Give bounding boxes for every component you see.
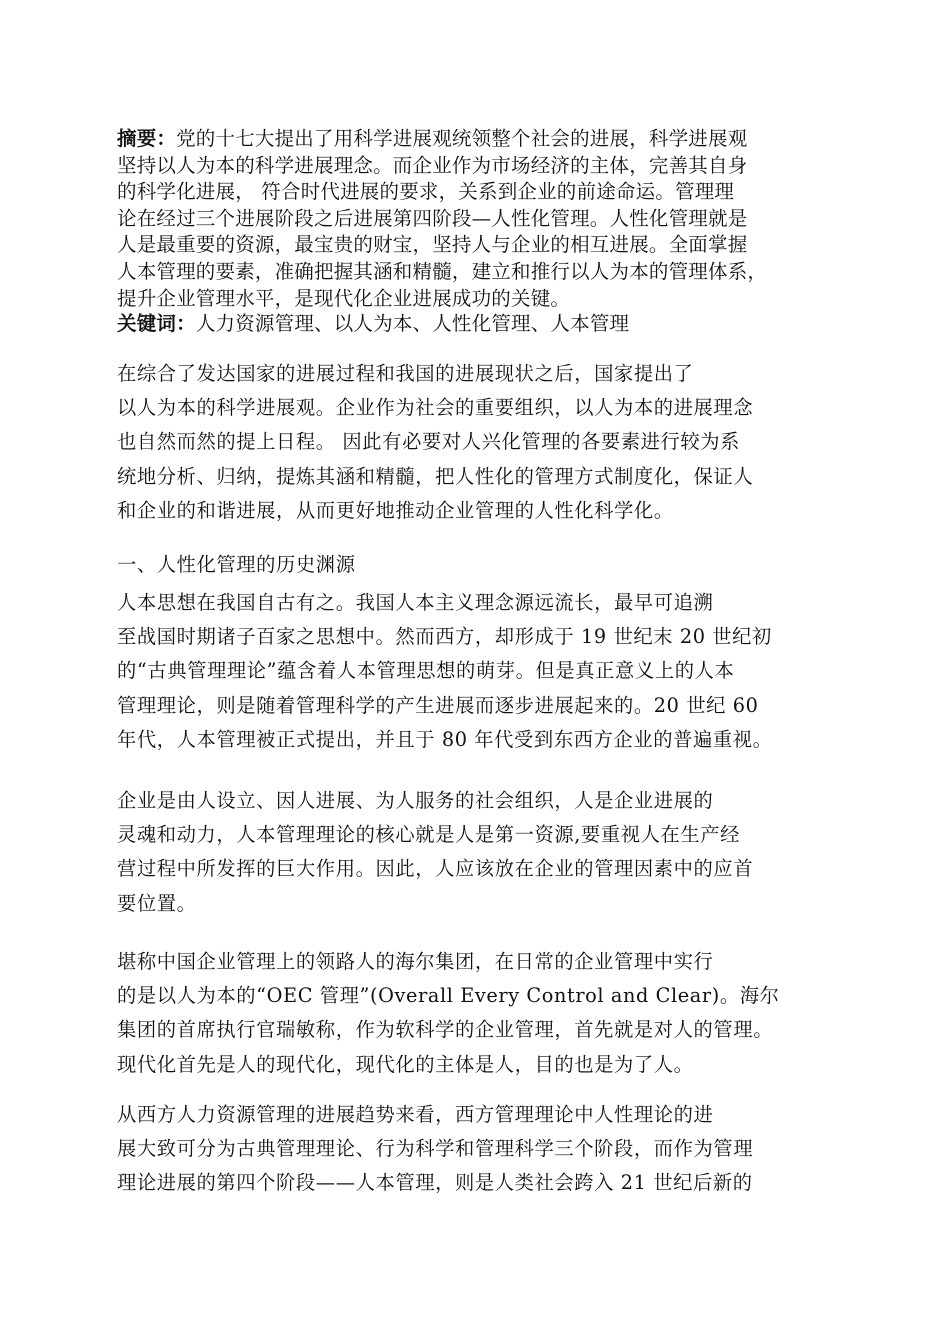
body-paragraph-intro: 在综合了发达国家的进展过程和我国的进展现状之后，国家提出了 以人为本的科学进展观。企业作为社会的重要组织，以人为本的进展理念 也自然而然的提上日程。 因此有必要对人兴化管理的各要素进行较为系 统地分析、归纳，提炼其涵和精髓，把人性化的管理方式制度化，保证人 和企业的和谐进展，从而更好地推动企业管理的人性化科学化。 <box>117 362 754 522</box>
body-paragraph-haier: 堪称中国企业管理上的领路人的海尔集团，在日常的企业管理中实行 的是以人为本的“OEC 管理”(Overall Every Control and Clear)。海尔 集团的首席执行官瑞敏称，作为软科学的企业管理，首先就是对人的管理。 现代化首先是人的现代化，现代化的主体是人，目的也是为了人。 <box>117 950 780 1076</box>
abstract-paragraph <box>117 126 847 312</box>
keywords-line <box>117 311 847 337</box>
keywords-text: 人力资源管理、以人为本、人性化管理、人本管理 <box>195 312 630 335</box>
abstract-text: 党的十七大提出了用科学进展观统领整个社会的进展，科学进展观 坚持以人为本的科学进展理念。而企业作为市场经济的主体，完善其自身 的科学化进展， 符合时代进展的要求，关系到企业的前途命运。管理理 论在经过三个进展阶段之后进展第四阶段—人性化管理。人性化管理就是 人是最重要的资源，最宝贵的财宝，坚持人与企业的相互进展。全面掌握 人本管理的要素，准确把握其涵和精髓，建立和推行以人为本的管理体系， 提升企业管理水平，是现代化企业进展成功的关键。 <box>117 127 768 310</box>
body-paragraph-core: 企业是由人设立、因人进展、为人服务的社会组织，人是企业进展的 灵魂和动力，人本管理理论的核心就是人是第一资源,要重视人在生产经 营过程中所发挥的巨大作用。因此，人应该放在企业的管理因素中的应首 要位置。 <box>117 789 754 915</box>
section-heading-history: 一、人性化管理的历史渊源 <box>117 553 356 576</box>
abstract-label: 摘要： <box>117 127 177 150</box>
body-paragraph-history: 人本思想在我国自古有之。我国人本主义理念源远流长，最早可追溯 至战国时期诸子百家之思想中。然而西方，却形成于 19 世纪末 20 世纪初 的“古典管理理论”蕴含着人本管理思想的萌芽。但是真正意义上的人本 管理理论，则是随着管理科学的产生进展而逐步进展起来的。20 世纪 60 年代，人本管理被正式提出，并且于 80 年代受到东西方企业的普遍重视。 <box>117 591 773 751</box>
body-paragraph-west: 从西方人力资源管理的进展趋势来看，西方管理理论中人性理论的进 展大致可分为古典管理理论、行为科学和管理科学三个阶段，而作为管理 理论进展的第四个阶段——人本管理，则是人类社会跨入 21 世纪后新的 <box>117 1103 754 1195</box>
keywords-label: 关键词： <box>117 312 196 335</box>
